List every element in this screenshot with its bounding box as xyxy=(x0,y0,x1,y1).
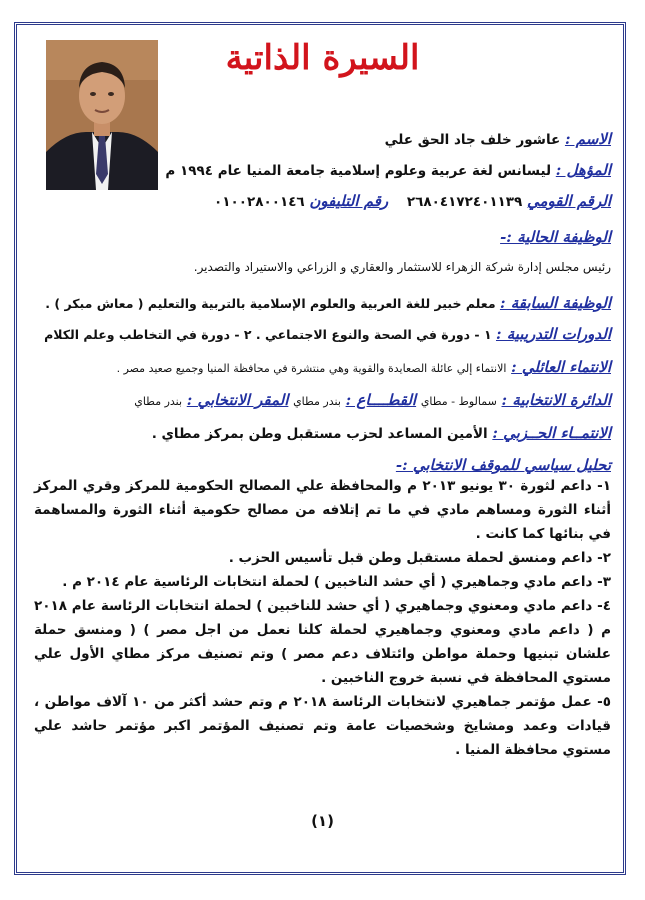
analysis-title: تحليل سياسي للموقف الانتخابي :- xyxy=(395,456,611,474)
courses-label: الدورات التدريبية : xyxy=(495,325,611,343)
national-id-value: ٢٦٨٠٤١٧٢٤٠١١٣٩ xyxy=(406,194,523,210)
page-number: (١) xyxy=(311,812,334,830)
name-value: عاشور خلف جاد الحق علي xyxy=(384,132,561,148)
name-label: الاسم : xyxy=(564,130,611,148)
analysis-body xyxy=(34,474,611,762)
previous-job-row xyxy=(30,294,611,312)
party-value: الأمين المساعد لحزب مستقبل وطن بمركز مطاي . xyxy=(151,426,488,442)
party-label: الانتمــاء الحــزبي : xyxy=(492,424,611,442)
district-value: سمالوط - مطاي xyxy=(420,395,497,408)
family-label: الانتماء العائلي : xyxy=(511,358,611,376)
district-row xyxy=(30,391,611,409)
sector-value: بندر مطاي xyxy=(293,395,341,408)
phone-value: ٠١٠٠٢٨٠٠١٤٦ xyxy=(214,194,305,210)
family-value: الانتماء إلي عائلة الصعايدة والقوية وهي منتشرة في محافظة المنيا وجميع صعيد مصر . xyxy=(116,362,507,375)
hq-value: بندر مطاي xyxy=(134,395,183,408)
party-row xyxy=(30,424,611,442)
name-row xyxy=(30,130,611,148)
courses-row xyxy=(30,325,611,343)
previous-job-value: معلم خبير للغة العربية والعلوم الإسلامية بالتربية والتعليم ( معاش مبكر ) . xyxy=(45,296,496,311)
page-title: السيرة الذاتية xyxy=(225,38,420,78)
analysis-point-4: ٤- داعم مادي ومعنوي وجماهيري ( أي حشد للناخبين ) لحملة انتخابات الرئاسة عام ٢٠١٨ م ( داعم مادي ومعنوي وجماهيري لحملة كلنا نعمل من اجل مصر ) ( ومنسق حملة علشان تبنيها وحملة مواطن وائتلاف دعم مصر ) وتم تصنيف مركز مطاي الأول علي مستوي المحافظة في نسبة خروج الناخبين . xyxy=(34,598,611,686)
qualification-label: المؤهل : xyxy=(555,161,611,179)
analysis-point-2: ٢- داعم ومنسق لحملة مستقبل وطن قبل تأسيس الحزب . xyxy=(228,550,611,566)
qualification-value: ليسانس لغة عربية وعلوم إسلامية جامعة المنيا عام ١٩٩٤ م xyxy=(165,163,552,179)
current-job-label: الوظيفة الحالية :- xyxy=(500,228,611,246)
current-job-heading xyxy=(30,228,611,246)
district-label: الدائرة الانتخابية : xyxy=(501,391,611,409)
hq-label: المقر الانتخابي : xyxy=(186,391,289,409)
courses-value: ١ - دورة في الصحة والنوع الاجتماعي . ٢ - دورة في التخاطب وعلم الكلام xyxy=(44,327,492,342)
qualification-row xyxy=(30,161,611,179)
analysis-point-1: ١- داعم لثورة ٣٠ يونيو ٢٠١٣ م والمحافظة علي المصالح الحكومية للمركز وقري المركز أثناء الثورة ومساهم مادي في ما تم إتلافه من مصالح حكومية أثناء الثورة والمساهمة في بنائها كما كانت . xyxy=(34,478,611,542)
phone-label: رقم التليفون xyxy=(309,192,389,210)
previous-job-label: الوظيفة السابقة : xyxy=(499,294,611,312)
national-id-label: الرقم القومي xyxy=(526,192,611,210)
sector-label: القطــــاع : xyxy=(345,391,417,409)
analysis-point-3: ٣- داعم مادي وجماهيري ( أي حشد الناخبين ) لحملة انتخابات الرئاسية عام ٢٠١٤ م . xyxy=(62,574,611,590)
family-row xyxy=(30,358,611,376)
analysis-point-5: ٥- عمل مؤتمر جماهيري لانتخابات الرئاسة ٢٠١٨ م وتم حشد أكثر من ١٠ آلاف مواطن ، قيادات وعمد ومشايخ وشخصيات عامة وتم تصنيف المؤتمر اكبر مؤتمر حاشد علي مستوي محافظة المنيا . xyxy=(34,694,611,758)
id-phone-row xyxy=(30,192,611,210)
analysis-heading xyxy=(30,456,611,474)
current-job-value: رئيس مجلس إدارة شركة الزهراء للاستثمار والعقاري و الزراعي والاستيراد والتصدير. xyxy=(193,260,611,274)
